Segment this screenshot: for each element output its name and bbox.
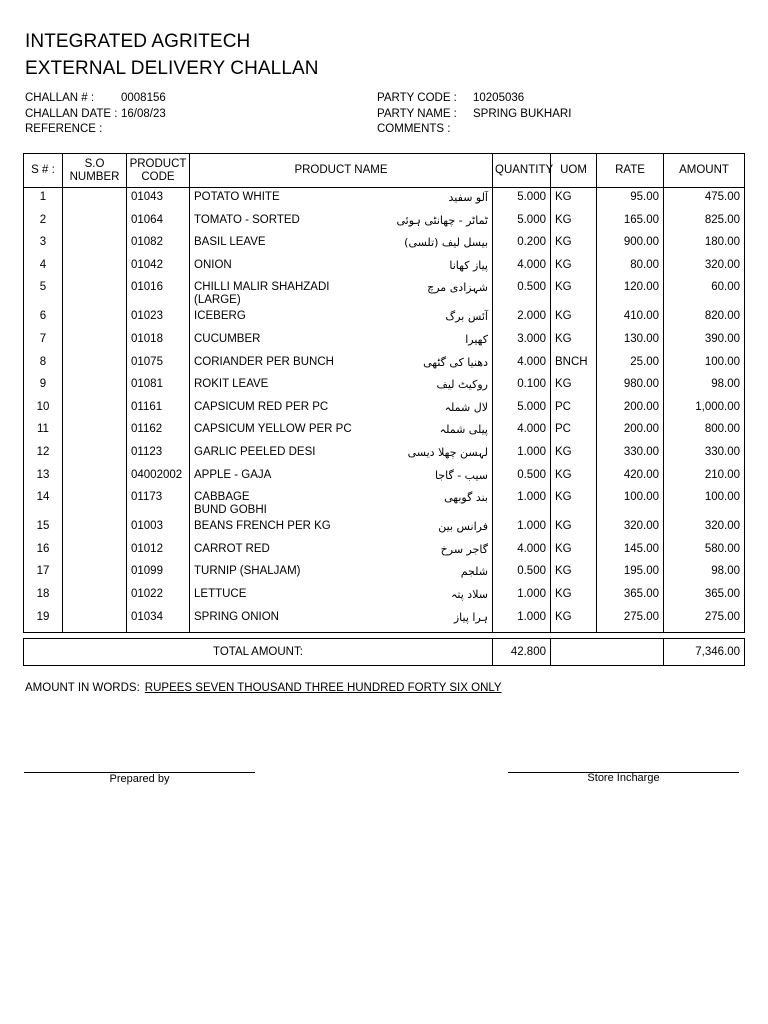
row-product-code: 01023 xyxy=(127,307,190,330)
row-product-name-en: BASIL LEAVE xyxy=(194,236,266,249)
row-product-code: 01042 xyxy=(127,256,190,279)
table-row xyxy=(24,443,745,466)
row-amount: 210.00 xyxy=(664,466,745,489)
row-product-name-urdu: آئس برگ xyxy=(445,310,488,324)
row-rate: 100.00 xyxy=(597,488,664,517)
col-header-product-code-line2: CODE xyxy=(141,170,175,183)
amount-in-words-value: RUPEES SEVEN THOUSAND THREE HUNDRED FORTY SIX ONLY xyxy=(144,682,502,694)
row-rate: 200.00 xyxy=(597,420,664,443)
row-product-name xyxy=(190,353,493,376)
row-product-code: 01161 xyxy=(127,398,190,421)
col-header-so-number xyxy=(63,154,127,188)
row-product-name-en: TURNIP (SHALJAM) xyxy=(194,565,301,578)
row-quantity: 0.500 xyxy=(493,278,551,307)
row-sno: 1 xyxy=(24,188,63,211)
row-sno: 2 xyxy=(24,211,63,234)
table-row xyxy=(24,256,745,279)
row-product-name-en: APPLE - GAJA xyxy=(194,468,272,481)
row-uom: KG xyxy=(551,585,597,608)
row-so-number xyxy=(63,540,127,563)
row-product-name-en: CAPSICUM RED PER PC xyxy=(194,400,329,413)
col-header-product-code xyxy=(127,154,190,188)
table-row xyxy=(24,307,745,330)
col-header-quantity: QUANTITY xyxy=(493,154,551,188)
row-rate: 165.00 xyxy=(597,211,664,234)
row-product-name-en: LETTUCE xyxy=(194,587,247,600)
row-rate: 25.00 xyxy=(597,353,664,376)
store-incharge-label: Store Incharge xyxy=(587,772,660,784)
challan-date-value: 16/08/23 xyxy=(121,108,166,120)
row-product-name-en: TOMATO - SORTED xyxy=(194,213,300,226)
row-sno: 6 xyxy=(24,307,63,330)
row-product-name-en-line2: BUND GOBHI xyxy=(194,504,267,517)
table-row xyxy=(24,188,745,211)
row-uom: KG xyxy=(551,211,597,234)
row-product-name-urdu: سیب - گاجا xyxy=(434,468,488,482)
row-uom: KG xyxy=(551,330,597,353)
row-product-name xyxy=(190,488,493,517)
row-quantity: 1.000 xyxy=(493,608,551,633)
row-product-name xyxy=(190,211,493,234)
row-sno: 11 xyxy=(24,420,63,443)
row-product-code: 01162 xyxy=(127,420,190,443)
company-name: INTEGRATED AGRITECH xyxy=(25,31,251,52)
row-uom: BNCH xyxy=(551,353,597,376)
row-product-name xyxy=(190,330,493,353)
row-product-name-en: ICEBERG xyxy=(194,310,246,323)
items-table xyxy=(23,153,745,633)
row-product-name-urdu: ٹماٹر - چھانٹی ہوئی xyxy=(396,213,488,227)
row-product-code: 04002002 xyxy=(127,466,190,489)
row-uom: PC xyxy=(551,398,597,421)
total-quantity: 42.800 xyxy=(493,639,551,666)
party-name-label: PARTY NAME : xyxy=(377,108,457,120)
challan-date-label: CHALLAN DATE : xyxy=(25,108,118,120)
row-so-number xyxy=(63,585,127,608)
row-product-name-urdu: سلاد پتہ xyxy=(450,587,488,601)
row-so-number xyxy=(63,466,127,489)
amount-in-words-label: AMOUNT IN WORDS: xyxy=(25,682,140,694)
row-product-name-en: CARROT RED xyxy=(194,542,270,555)
row-sno: 5 xyxy=(24,278,63,307)
row-quantity: 1.000 xyxy=(493,488,551,517)
row-product-code: 01123 xyxy=(127,443,190,466)
row-product-name-urdu: پیلی شملہ xyxy=(439,423,488,437)
row-sno: 19 xyxy=(24,608,63,633)
row-amount: 275.00 xyxy=(664,608,745,633)
row-rate: 145.00 xyxy=(597,540,664,563)
row-quantity: 5.000 xyxy=(493,211,551,234)
row-uom: KG xyxy=(551,466,597,489)
row-so-number xyxy=(63,488,127,517)
row-product-name xyxy=(190,420,493,443)
row-sno: 7 xyxy=(24,330,63,353)
row-product-name-en: CUCUMBER xyxy=(194,332,261,345)
row-so-number xyxy=(63,188,127,211)
row-product-name xyxy=(190,307,493,330)
row-so-number xyxy=(63,307,127,330)
row-amount: 365.00 xyxy=(664,585,745,608)
row-so-number xyxy=(63,398,127,421)
row-so-number xyxy=(63,330,127,353)
row-product-name xyxy=(190,188,493,211)
col-header-product-name: PRODUCT NAME xyxy=(190,154,493,188)
reference-label: REFERENCE : xyxy=(25,123,103,135)
table-row xyxy=(24,330,745,353)
row-quantity: 2.000 xyxy=(493,307,551,330)
row-quantity: 3.000 xyxy=(493,330,551,353)
row-sno: 15 xyxy=(24,517,63,540)
row-uom: KG xyxy=(551,443,597,466)
row-quantity: 0.200 xyxy=(493,233,551,256)
col-header-so-number-line2: NUMBER xyxy=(69,170,120,183)
row-so-number xyxy=(63,375,127,398)
row-sno: 13 xyxy=(24,466,63,489)
row-uom: KG xyxy=(551,233,597,256)
row-product-name-urdu: لال شملہ xyxy=(444,400,488,414)
document-title: EXTERNAL DELIVERY CHALLAN xyxy=(25,58,319,79)
row-amount: 100.00 xyxy=(664,353,745,376)
col-header-sno: S # : xyxy=(24,154,63,188)
table-row xyxy=(24,488,745,517)
row-so-number xyxy=(63,233,127,256)
row-product-name-urdu: بیسل لیف (تلسی) xyxy=(404,236,488,250)
row-product-code: 01018 xyxy=(127,330,190,353)
total-table xyxy=(23,638,745,666)
row-so-number xyxy=(63,256,127,279)
row-amount: 475.00 xyxy=(664,188,745,211)
row-sno: 9 xyxy=(24,375,63,398)
row-uom: KG xyxy=(551,488,597,517)
row-product-code: 01022 xyxy=(127,585,190,608)
row-rate: 980.00 xyxy=(597,375,664,398)
row-product-code: 01003 xyxy=(127,517,190,540)
row-product-name xyxy=(190,608,493,633)
row-product-code: 01075 xyxy=(127,353,190,376)
row-product-name-en: BEANS FRENCH PER KG xyxy=(194,520,331,533)
table-row xyxy=(24,608,745,633)
row-product-name-en: ROKIT LEAVE xyxy=(194,378,269,391)
table-row xyxy=(24,585,745,608)
row-product-name xyxy=(190,398,493,421)
row-product-code: 01034 xyxy=(127,608,190,633)
row-product-name-urdu: روکیٹ لیف xyxy=(436,378,488,392)
table-row xyxy=(24,540,745,563)
challan-no-label: CHALLAN # : xyxy=(25,92,95,104)
row-product-name-en: CABBAGE xyxy=(194,491,250,504)
row-amount: 98.00 xyxy=(664,375,745,398)
row-so-number xyxy=(63,608,127,633)
table-row xyxy=(24,353,745,376)
row-product-code: 01173 xyxy=(127,488,190,517)
row-uom: KG xyxy=(551,256,597,279)
row-rate: 410.00 xyxy=(597,307,664,330)
row-uom: KG xyxy=(551,608,597,633)
row-product-name-en: SPRING ONION xyxy=(194,610,279,623)
row-product-name-en: ONION xyxy=(194,258,232,271)
row-rate: 420.00 xyxy=(597,466,664,489)
row-quantity: 5.000 xyxy=(493,398,551,421)
row-product-code: 01064 xyxy=(127,211,190,234)
col-header-so-number-line1: S.O xyxy=(84,157,105,170)
row-product-name-en-line2: (LARGE) xyxy=(194,294,241,307)
challan-no-value: 0008156 xyxy=(121,92,166,104)
row-so-number xyxy=(63,517,127,540)
row-rate: 200.00 xyxy=(597,398,664,421)
row-uom: KG xyxy=(551,188,597,211)
row-product-name-en: CHILLI MALIR SHAHZADI xyxy=(194,281,330,294)
row-product-code: 01099 xyxy=(127,562,190,585)
row-quantity: 4.000 xyxy=(493,256,551,279)
row-product-name xyxy=(190,278,493,307)
row-product-name-urdu: شہزادی مرچ xyxy=(427,281,488,295)
table-row xyxy=(24,375,745,398)
row-amount: 98.00 xyxy=(664,562,745,585)
row-product-name xyxy=(190,233,493,256)
row-product-code: 01082 xyxy=(127,233,190,256)
row-quantity: 1.000 xyxy=(493,517,551,540)
row-rate: 130.00 xyxy=(597,330,664,353)
row-quantity: 0.500 xyxy=(493,466,551,489)
row-product-name-en: CAPSICUM YELLOW PER PC xyxy=(194,423,352,436)
total-row xyxy=(24,639,745,666)
row-product-name-urdu: ہرا پیاز xyxy=(453,610,488,624)
total-amount: 7,346.00 xyxy=(664,639,745,666)
row-uom: KG xyxy=(551,517,597,540)
row-rate: 95.00 xyxy=(597,188,664,211)
row-rate: 330.00 xyxy=(597,443,664,466)
row-amount: 60.00 xyxy=(664,278,745,307)
table-header-row xyxy=(24,154,745,188)
col-header-amount: AMOUNT xyxy=(664,154,745,188)
table-row xyxy=(24,278,745,307)
row-so-number xyxy=(63,562,127,585)
row-quantity: 5.000 xyxy=(493,188,551,211)
prepared-by-label: Prepared by xyxy=(109,773,170,785)
row-rate: 120.00 xyxy=(597,278,664,307)
row-product-name xyxy=(190,375,493,398)
row-quantity: 0.500 xyxy=(493,562,551,585)
row-rate: 275.00 xyxy=(597,608,664,633)
row-product-name-urdu: دھنیا کی گٹھی xyxy=(423,355,488,369)
row-sno: 8 xyxy=(24,353,63,376)
row-sno: 12 xyxy=(24,443,63,466)
row-quantity: 1.000 xyxy=(493,443,551,466)
table-row xyxy=(24,517,745,540)
row-amount: 320.00 xyxy=(664,256,745,279)
party-code-value: 10205036 xyxy=(473,92,525,104)
row-sno: 3 xyxy=(24,233,63,256)
row-quantity: 4.000 xyxy=(493,353,551,376)
row-amount: 800.00 xyxy=(664,420,745,443)
row-product-name-urdu: پیاز کھانا xyxy=(449,258,488,272)
row-product-name xyxy=(190,256,493,279)
table-row xyxy=(24,233,745,256)
row-rate: 80.00 xyxy=(597,256,664,279)
row-sno: 17 xyxy=(24,562,63,585)
row-product-code: 01016 xyxy=(127,278,190,307)
row-amount: 820.00 xyxy=(664,307,745,330)
row-product-name xyxy=(190,517,493,540)
row-quantity: 4.000 xyxy=(493,420,551,443)
party-code-label: PARTY CODE : xyxy=(377,92,457,104)
row-sno: 10 xyxy=(24,398,63,421)
row-product-name-urdu: آلو سفید xyxy=(448,191,488,204)
row-rate: 900.00 xyxy=(597,233,664,256)
table-row xyxy=(24,211,745,234)
row-amount: 100.00 xyxy=(664,488,745,517)
total-spacer xyxy=(551,639,664,666)
row-rate: 365.00 xyxy=(597,585,664,608)
row-uom: KG xyxy=(551,375,597,398)
row-product-name xyxy=(190,466,493,489)
col-header-uom: UOM xyxy=(551,154,597,188)
row-amount: 825.00 xyxy=(664,211,745,234)
row-product-name-urdu: فرانس بین xyxy=(438,520,488,534)
row-product-code: 01081 xyxy=(127,375,190,398)
row-rate: 320.00 xyxy=(597,517,664,540)
table-row xyxy=(24,466,745,489)
row-rate: 195.00 xyxy=(597,562,664,585)
row-product-name-urdu: کھیرا xyxy=(465,332,488,346)
row-quantity: 4.000 xyxy=(493,540,551,563)
table-row xyxy=(24,420,745,443)
row-product-name xyxy=(190,562,493,585)
row-uom: PC xyxy=(551,420,597,443)
row-amount: 180.00 xyxy=(664,233,745,256)
row-quantity: 0.100 xyxy=(493,375,551,398)
row-so-number xyxy=(63,278,127,307)
row-product-code: 01012 xyxy=(127,540,190,563)
comments-label: COMMENTS : xyxy=(377,123,451,135)
row-so-number xyxy=(63,211,127,234)
row-amount: 580.00 xyxy=(664,540,745,563)
col-header-rate: RATE xyxy=(597,154,664,188)
row-product-name-urdu: گاجر سرخ xyxy=(440,542,488,556)
row-product-name xyxy=(190,443,493,466)
row-sno: 4 xyxy=(24,256,63,279)
amount-in-words xyxy=(25,682,502,694)
row-amount: 320.00 xyxy=(664,517,745,540)
row-sno: 16 xyxy=(24,540,63,563)
row-so-number xyxy=(63,443,127,466)
row-quantity: 1.000 xyxy=(493,585,551,608)
party-name-value: SPRING BUKHARI xyxy=(473,108,572,120)
row-amount: 1,000.00 xyxy=(664,398,745,421)
row-uom: KG xyxy=(551,278,597,307)
row-product-name-urdu: بند گوبھی xyxy=(444,491,488,505)
row-so-number xyxy=(63,420,127,443)
row-uom: KG xyxy=(551,307,597,330)
row-product-name-urdu: شلجم xyxy=(460,565,488,579)
row-sno: 14 xyxy=(24,488,63,517)
row-amount: 390.00 xyxy=(664,330,745,353)
row-product-code: 01043 xyxy=(127,188,190,211)
row-uom: KG xyxy=(551,562,597,585)
row-product-name-en: POTATO WHITE xyxy=(194,191,280,203)
row-uom: KG xyxy=(551,540,597,563)
row-product-name-urdu: لہسن چھلا دیسی xyxy=(407,445,488,459)
row-amount: 330.00 xyxy=(664,443,745,466)
row-product-name xyxy=(190,585,493,608)
row-product-name-en: CORIANDER PER BUNCH xyxy=(194,355,334,368)
row-sno: 18 xyxy=(24,585,63,608)
row-product-name-en: GARLIC PEELED DESI xyxy=(194,445,316,458)
row-so-number xyxy=(63,353,127,376)
table-row xyxy=(24,398,745,421)
table-row xyxy=(24,562,745,585)
total-label: TOTAL AMOUNT: xyxy=(24,639,493,666)
col-header-product-code-line1: PRODUCT xyxy=(129,157,187,170)
row-product-name xyxy=(190,540,493,563)
